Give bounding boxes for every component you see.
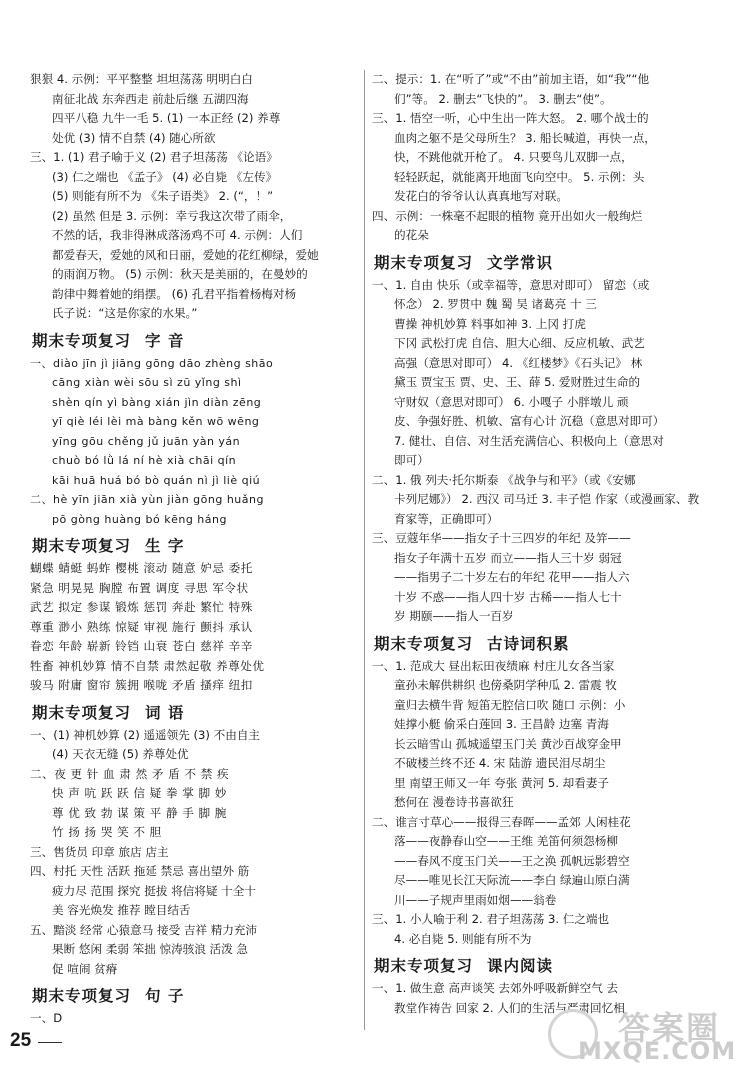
- text-line: 尊 优 致 勃 谋 策 平 静 手 脚 腕: [52, 805, 227, 820]
- text-line: 童归去横牛背 短笛无腔信口吹 随口 示例：小: [394, 697, 626, 712]
- text-line: 们”等。 2. 删去“飞快的”。 3. 删去“使”。: [394, 91, 612, 106]
- section-title-prefix: 期末专项复习: [32, 986, 132, 1005]
- pinyin-list: [30, 354, 360, 530]
- pinyin-row: shèn qín yì bàng xián jìn diàn zēng: [52, 395, 262, 409]
- text-line: 疲力尽 范围 探究 挺拔 将信将疑 十全十: [52, 883, 256, 898]
- text-line: 童孙未解供耕织 也傍桑阴学种瓜 2. 雷震 牧: [394, 678, 617, 692]
- page-number: 25: [10, 1030, 32, 1051]
- text-line: 十岁 不惑——指人四十岁 古稀——指人七十: [394, 589, 622, 604]
- text-line: 不然的话，我非得淋成落汤鸡不可 4. 示例：人们: [52, 228, 303, 242]
- text-line: 四、村托 天性 活跃 拖延 禁忌 喜出望外 筋: [30, 864, 250, 878]
- text-line: 三、1. 小人喻于利 2. 君子坦荡荡 3. 仁之端也: [372, 912, 610, 926]
- text-line: ——春风不度玉门关——王之涣 孤帆远影碧空: [394, 853, 630, 868]
- section-title-zi-yin: [32, 330, 360, 352]
- text-line: 川——子规声里雨如烟——翁卷: [394, 892, 557, 907]
- text-line: 卡列尼娜》） 2. 西汉 司马迁 3. 丰子恺 作家（或漫画家、教: [394, 492, 700, 506]
- text-line: (5) 则能有所不为 《朱子语类》 2. (“，！”: [52, 189, 274, 203]
- word-row: 蝴蝶 蜻蜓 蚂蚱 樱桃 滚动 随意 妒忌 委托: [30, 561, 253, 575]
- section-title-prefix: 期末专项复习: [374, 633, 474, 653]
- watermark: [548, 1005, 748, 1063]
- word-row: 武艺 拟定 参谋 锻炼 惩罚 奔赴 繁忙 特殊: [30, 600, 253, 614]
- text-line: 一、1. 自由 快乐（或幸福等，意思对即可） 留恋（或: [372, 277, 650, 292]
- right-column: [372, 70, 720, 1018]
- text-line: 的花朵: [394, 228, 429, 242]
- section-title-ju-zi: [32, 985, 360, 1007]
- text-line: 岁 期颐——指人一百岁: [394, 609, 514, 623]
- text-line: 发花白的爷爷认认真真地写对联。: [394, 189, 568, 203]
- pinyin-row: 一、diào jīn jì jiāng gōng dāo zhèng shāo: [30, 356, 274, 370]
- text-line: 怀念） 2. 罗贯中 魏 蜀 吴 诸葛亮 十 三: [394, 297, 597, 311]
- text-line: 二、夜 更 针 血 肃 然 矛 盾 不 禁 疾: [30, 766, 230, 781]
- sheng-zi-list: [30, 559, 360, 696]
- text-line: 快 声 吭 跃 跃 信 疑 拳 掌 脚 妙: [52, 786, 227, 800]
- text-line: 高强（意思对即可） 4. 《红楼梦》《石头记》 林: [394, 355, 643, 370]
- pinyin-row: kāi huā huá bó bò quán nì jì liè qiú: [52, 473, 261, 487]
- text-line: 一、1. 范成大 昼出耘田夜绩麻 村庄儿女各当家: [372, 658, 615, 673]
- section-title-prefix: 期末专项复习: [32, 702, 132, 722]
- pinyin-row: chuò bó lǜ lá ní hè xià chāi qín: [52, 454, 237, 467]
- text-line: 狠狠 4. 示例：平平整整 坦坦荡荡 明明白白: [30, 72, 253, 86]
- text-line: 果断 悠闲 柔弱 笨拙 惊涛骇浪 活泼 急: [52, 942, 249, 956]
- section-title-name: 句 子: [145, 986, 185, 1005]
- text-line: 四、示例：一株毫不起眼的植物 竟开出如火一般绚烂: [372, 208, 643, 223]
- text-line: 一、D: [30, 1011, 63, 1025]
- section-title-wen-xue: [374, 252, 720, 274]
- section-title-name: 生 字: [145, 536, 185, 555]
- text-line: (2) 虽然 但是 3. 示例：幸亏我这次带了雨伞，: [52, 208, 292, 223]
- section-title-ke-nei: [374, 955, 720, 977]
- text-line: 处优 (3) 情不自禁 (4) 随心所欲: [52, 130, 216, 145]
- word-row: 骏马 附庸 窗帘 簇拥 喉咙 矛盾 搔痒 纽扣: [30, 678, 253, 692]
- text-line: 娃撑小艇 偷采白莲回 3. 王昌龄 边塞 青海: [394, 717, 609, 731]
- section-title-ci-yu: [32, 702, 360, 724]
- text-line: 五、黯淡 经常 心猿意马 接受 吉祥 精力充沛: [30, 922, 258, 937]
- pinyin-row: yī qiè léi lèi mà bàng kěn wō wēng: [52, 415, 260, 428]
- section-title-gu-shi: [374, 633, 720, 655]
- section-title-name: 古诗词积累: [487, 633, 570, 653]
- text-line: 长云暗雪山 孤城遥望玉门关 黄沙百战穿金甲: [394, 736, 622, 751]
- text-line: 的雨润万物。 (5) 示例：秋天是美丽的，在曼妙的: [52, 267, 308, 281]
- ci-yu-list: [30, 726, 360, 980]
- text-line: 愁何在 漫卷诗书喜欲狂: [394, 795, 514, 809]
- text-line: (3) 仁之端也 《孟子》 (4) 必自毙 《左传》: [52, 169, 278, 184]
- page-number-rule: [38, 1042, 62, 1043]
- text-line: 氏子说：“这是你家的水果。”: [52, 306, 198, 320]
- section-title-prefix: 期末专项复习: [374, 252, 474, 272]
- text-line: 都爱春天，爱她的风和日丽，爱她的花红柳绿，爱她: [52, 247, 319, 262]
- word-row: 紧急 明晃晃 胸膛 布置 调度 寻思 军令状: [30, 580, 249, 595]
- text-line: 一、1. 做生意 高声谈笑 去郊外呼吸新鲜空气 去: [372, 981, 619, 995]
- text-line: 指女子年满十五岁 而立——指人三十岁 弱冠: [394, 550, 622, 565]
- section-title-sheng-zi: [32, 535, 360, 557]
- text-line: 轻轻跃起，就能离开地面飞向空中。 5. 示例：头: [394, 169, 645, 184]
- pinyin-row: pō gòng huàng bó kēng háng: [52, 512, 227, 526]
- text-line: 一、(1) 神机妙算 (2) 遥遥领先 (3) 不由自主: [30, 727, 261, 742]
- text-line: 二、谁言寸草心——报得三春晖——孟郊 人闲桂花: [372, 814, 631, 829]
- section-title-prefix: 期末专项复习: [374, 956, 474, 975]
- pinyin-row: cāng xiàn wèi sōu sì zū yǐng shì: [52, 376, 242, 389]
- watermark-en: MXQE.COM: [578, 1037, 737, 1065]
- text-line: 快，不跳他就开枪了。 4. 只要鸟儿双脚一点，: [394, 150, 633, 164]
- text-line: 皮、争强好胜、机敏、富有心计 沉稳（意思对即可）: [394, 414, 665, 428]
- column-divider: [364, 70, 365, 1030]
- word-row: 牲畜 神机妙算 情不自禁 肃然起敬 养尊处优: [30, 658, 265, 673]
- text-line: 韵律中舞着她的绢摆。 (6) 孔君平指着杨梅对杨: [52, 286, 297, 301]
- text-line: 落——夜静春山空——王维 羌笛何须怨杨柳: [394, 834, 618, 848]
- text-line: 三、售货员 印章 旅店 店主: [30, 844, 169, 859]
- section-title-name: 词 语: [145, 702, 185, 722]
- text-line: 血肉之躯不是父母所生？ 3. 船长喊道，再快一点，: [394, 130, 656, 145]
- section-continued: [372, 70, 720, 246]
- text-line: 7. 健壮、自信、对生活充满信心、积极向上（意思对: [394, 433, 664, 448]
- text-line: 南征北战 东奔西走 前赴后继 五湖四海: [52, 91, 249, 106]
- word-row: 眷恋 年龄 崭新 铃铛 山衰 苍白 慈祥 辛辛: [30, 639, 253, 653]
- left-column: [30, 70, 360, 1029]
- text-line: 黛玉 贾宝玉 贾、史、王、薛 5. 爱财胜过生命的: [394, 375, 641, 389]
- watermark-cn: 答案圈: [618, 1009, 721, 1047]
- text-line: 下冈 武松打虎 自信、胆大心细、反应机敏、武艺: [394, 336, 645, 350]
- text-line: 尽——唯见长江天际流——李白 绿遍山原白满: [394, 873, 630, 887]
- gu-shi-list: [372, 657, 720, 950]
- text-line: 即可）: [394, 453, 429, 467]
- section-title-name: 文学常识: [487, 252, 554, 272]
- wen-xue-list: [372, 276, 720, 627]
- text-line: 里 南望王师又一年 夸张 黄河 5. 却看妻子: [394, 775, 609, 790]
- text-line: (4) 天衣无缝 (5) 养尊处优: [52, 747, 189, 761]
- text-line: 曹操 神机妙算 料事如神 3. 上冈 打虎: [394, 316, 586, 331]
- text-line: 三、1. 悟空一听，心中生出一阵大怒。 2. 哪个战士的: [372, 111, 649, 125]
- text-line: 不破楼兰终不还 4. 宋 陆游 遗民泪尽胡尘: [394, 756, 606, 770]
- text-line: 四平八稳 九牛一毛 5. (1) 一本正经 (2) 养尊: [52, 111, 281, 125]
- text-line: 4. 必自毙 5. 则能有所不为: [394, 931, 532, 946]
- text-line: 促 喧闹 贫瘠: [52, 961, 118, 976]
- text-line: 竹 扬 扬 哭 笑 不 胆: [52, 825, 162, 839]
- text-line: 三、豆蔻年华——指女子十三四岁的年纪 及笄——: [372, 531, 631, 545]
- section-title-name: 字 音: [145, 330, 185, 350]
- section-title-prefix: 期末专项复习: [32, 536, 132, 555]
- pinyin-row: 二、hè yīn jiān xià yùn jiàn gōng huǎng: [30, 493, 264, 506]
- text-line: ——指男子二十岁左右的年纪 花甲——指人六: [394, 570, 630, 584]
- text-line: 教堂作祷告 回家 2. 人们的生活与严肃回忆相: [394, 1000, 625, 1015]
- section-title-prefix: 期末专项复习: [32, 330, 132, 350]
- text-line: 二、1. 俄 列夫·托尔斯泰 《战争与和平》（或《安娜: [372, 472, 636, 487]
- text-line: 三、1. (1) 君子喻于义 (2) 君子坦荡荡 《论语》: [30, 150, 278, 164]
- section-title-name: 课内阅读: [487, 956, 554, 975]
- text-line: 守财奴（意思对即可） 6. 小嘎子 小胖墩儿 顽: [394, 394, 629, 409]
- text-line: 二、提示：1. 在“听了”或“不由”前加主语，如“我”“他: [372, 72, 650, 86]
- text-line: 育家等，正确即可）: [394, 511, 499, 526]
- section-continued: [30, 70, 360, 324]
- pinyin-row: yīng gōu chěng jǔ juān yàn yán: [52, 434, 241, 448]
- text-line: 美 容光焕发 推荐 瞠目结舌: [52, 903, 191, 917]
- word-row: 尊重 渺小 熟练 惊疑 审视 施行 颤抖 承认: [30, 619, 253, 634]
